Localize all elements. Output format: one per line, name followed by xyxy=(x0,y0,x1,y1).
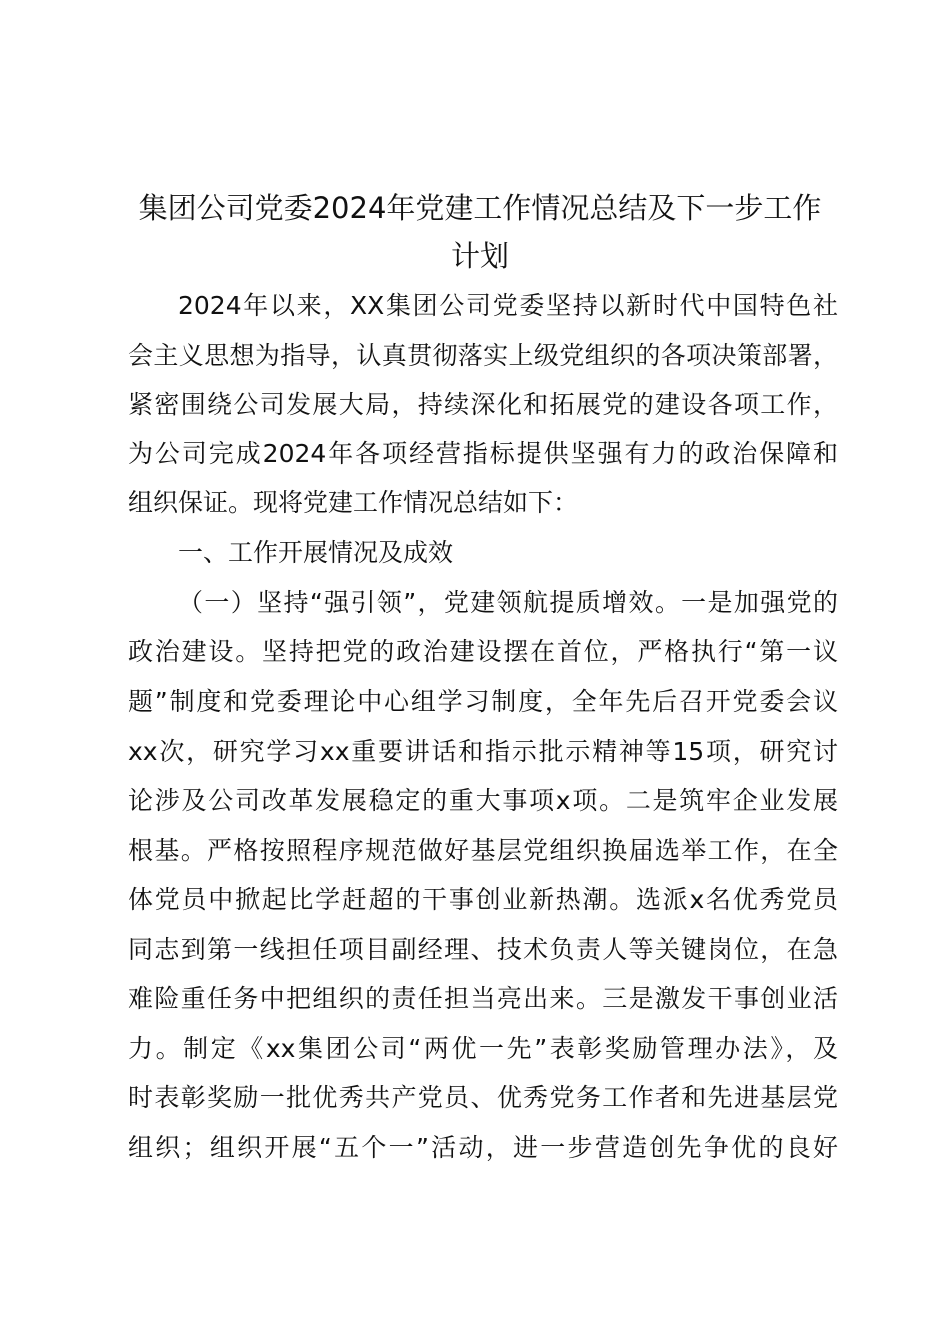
paragraph-line: 论涉及公司改革发展稳定的重大事项x项。二是筑牢企业发展 xyxy=(128,786,838,815)
title-line-1: 集团公司党委2024年党建工作情况总结及下一步工作 xyxy=(138,191,822,225)
document-title xyxy=(120,184,840,280)
paragraph-line: 2024年以来，XX集团公司党委坚持以新时代中国特色社 xyxy=(178,291,838,320)
paragraph-line: 组织保证。现将党建工作情况总结如下： xyxy=(128,488,579,517)
paragraph-line: 政治建设。坚持把党的政治建设摆在首位，严格执行“第一议 xyxy=(128,637,838,666)
paragraph-line: 题”制度和党委理论中心组学习制度，全年先后召开党委会议 xyxy=(128,687,838,716)
paragraph-line: 组织；组织开展“五个一”活动，进一步营造创先争优的良好 xyxy=(128,1133,838,1162)
paragraph-line: 根基。严格按照程序规范做好基层党组织换届选举工作，在全 xyxy=(128,836,838,865)
paragraph-line: 时表彰奖励一批优秀共产党员、优秀党务工作者和先进基层党 xyxy=(128,1083,838,1112)
section-heading: 一、工作开展情况及成效 xyxy=(178,538,454,567)
paragraph-line: 同志到第一线担任项目副经理、技术负责人等关键岗位，在急 xyxy=(128,935,838,964)
paragraph-line: 会主义思想为指导，认真贯彻落实上级党组织的各项决策部署， xyxy=(128,341,838,370)
paragraph-line: （一）坚持“强引领”，党建领航提质增效。一是加强党的 xyxy=(178,588,838,617)
paragraph-line: xx次，研究学习xx重要讲话和指示批示精神等15项，研究讨 xyxy=(128,737,838,766)
paragraph-line: 力。制定《xx集团公司“两优一先”表彰奖励管理办法》，及 xyxy=(128,1034,838,1063)
paragraph-line: 体党员中掀起比学赶超的干事创业新热潮。选派x名优秀党员 xyxy=(128,885,838,914)
paragraph-line: 难险重任务中把组织的责任担当亮出来。三是激发干事创业活 xyxy=(128,984,838,1013)
title-line-2: 计划 xyxy=(450,239,509,273)
paragraph-line: 紧密围绕公司发展大局，持续深化和拓展党的建设各项工作， xyxy=(128,390,838,419)
paragraph-line: 为公司完成2024年各项经营指标提供坚强有力的政治保障和 xyxy=(128,439,838,468)
